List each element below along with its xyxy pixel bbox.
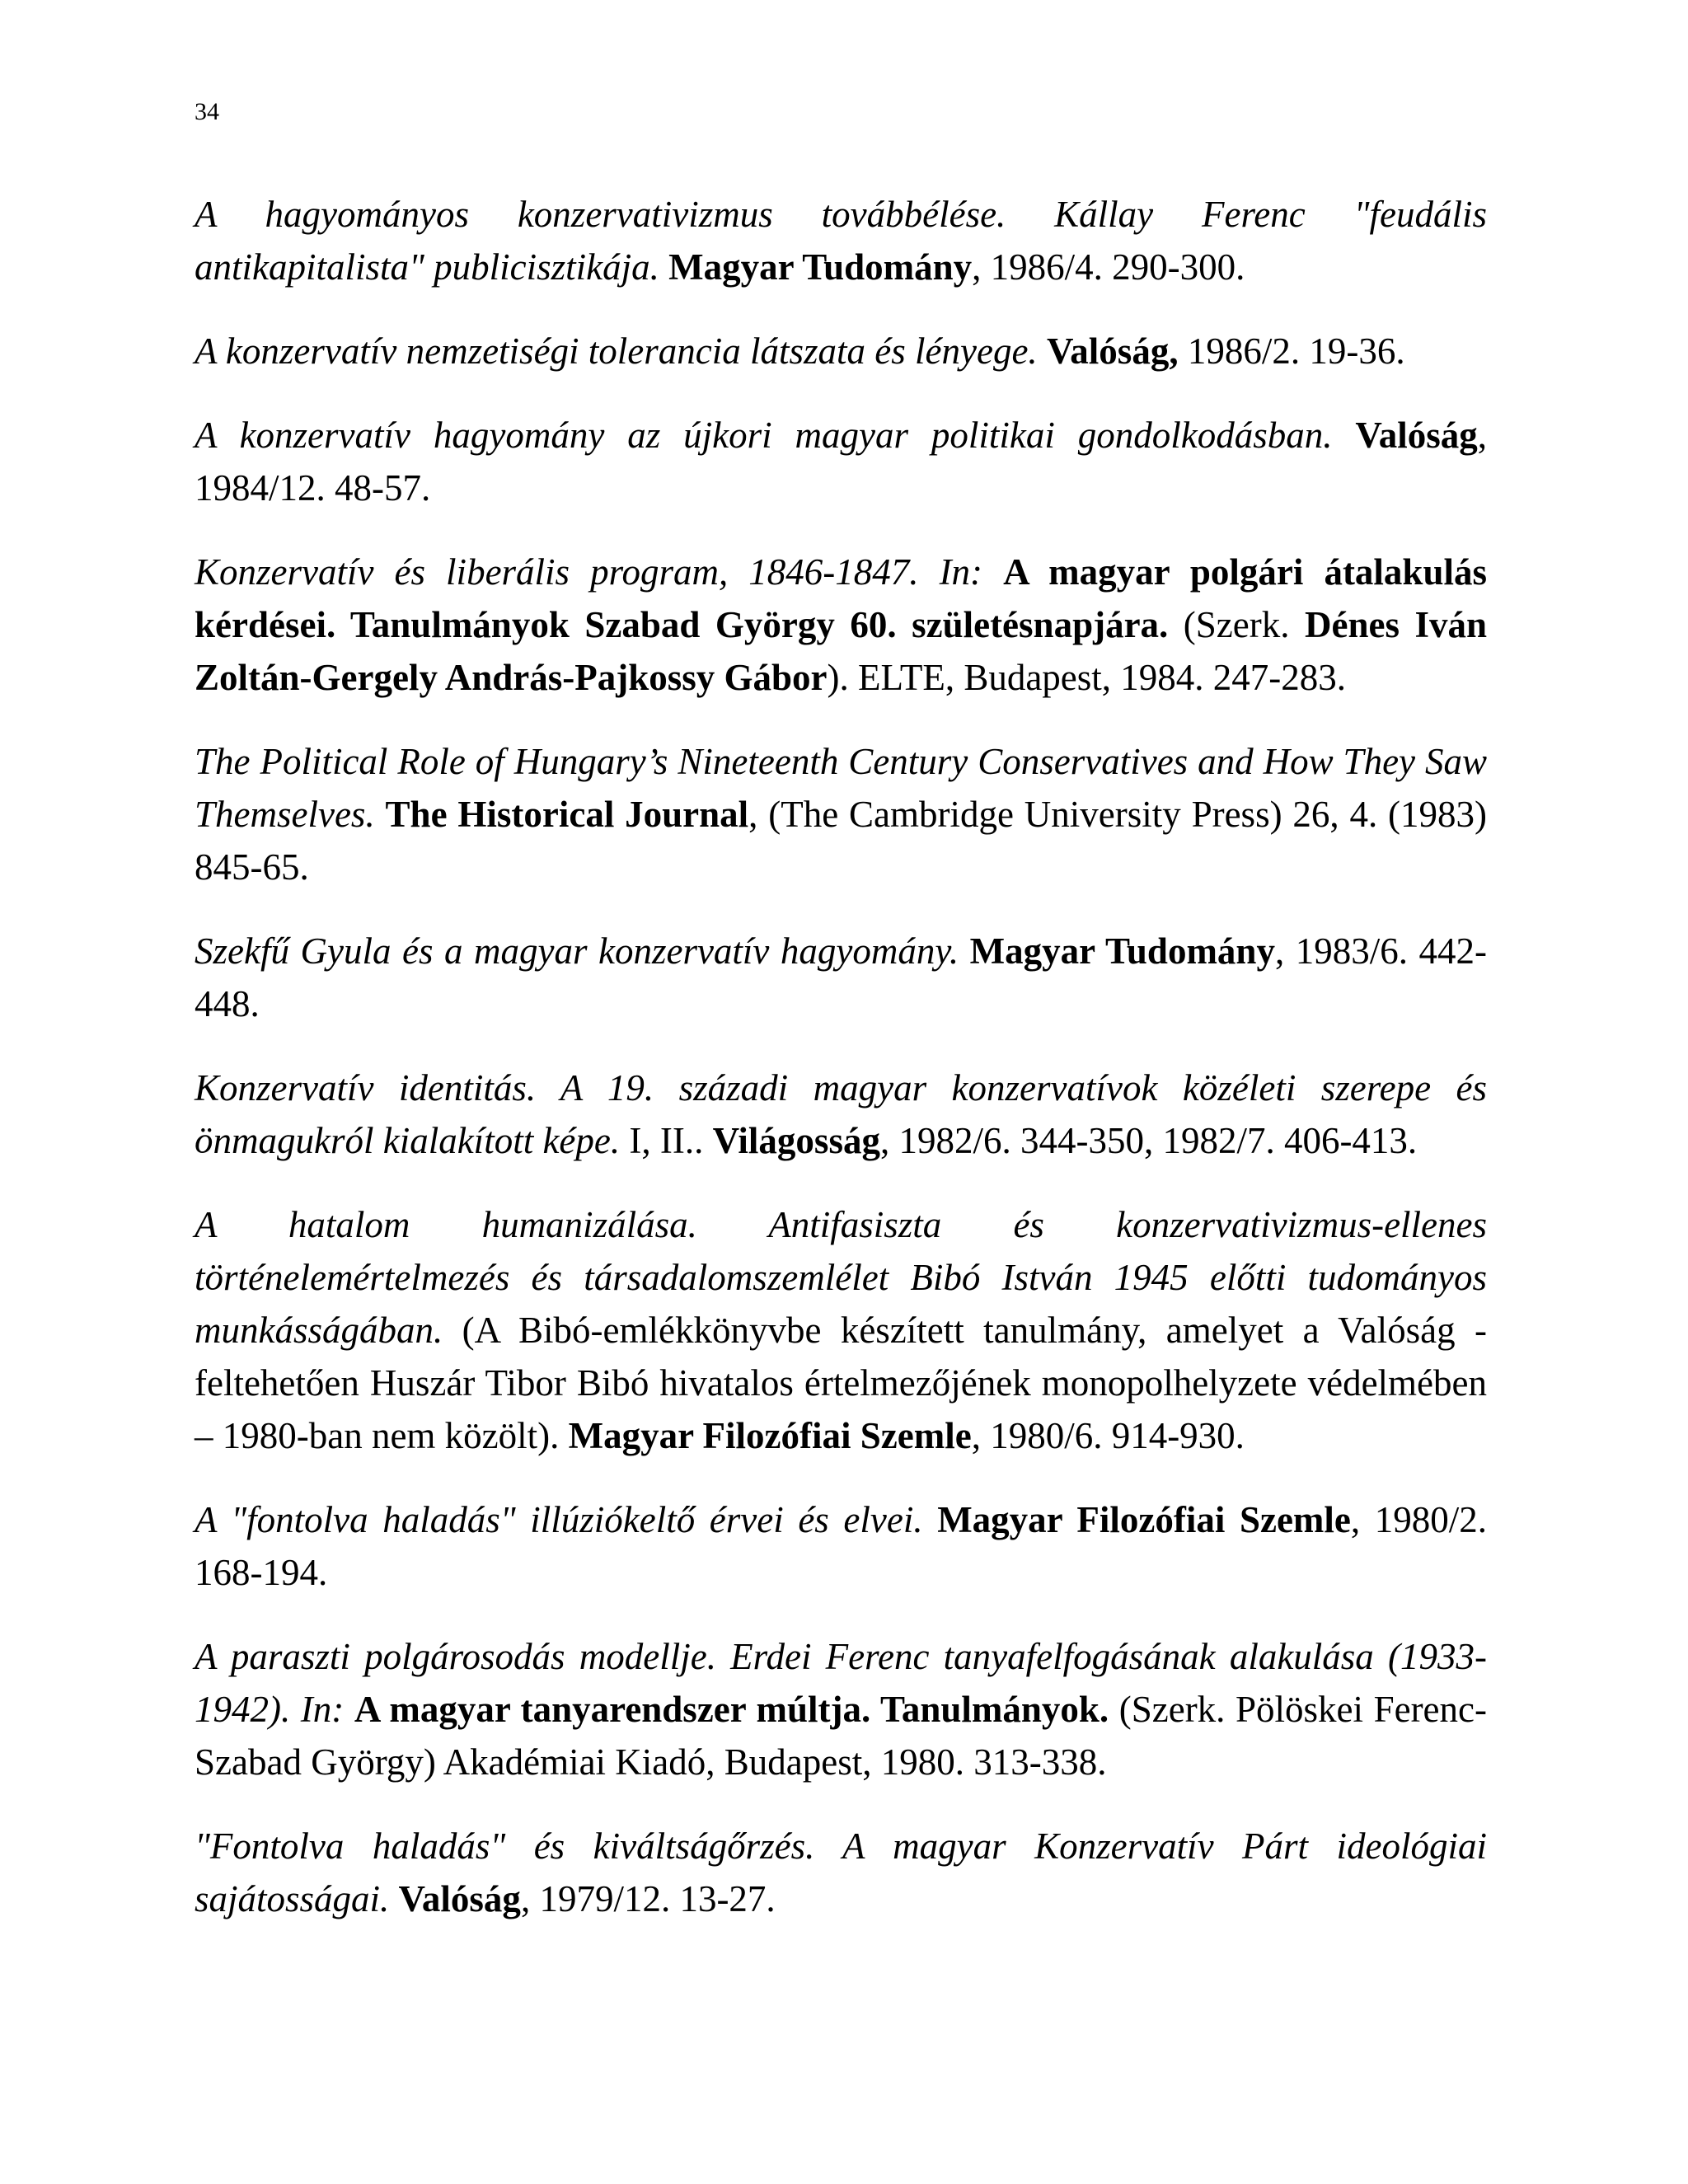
- entry-details: (Szerk. Pölöskei Ferenc-Szabad György) Akadémiai Kiadó, Budapest, 1980. 313-338.: [195, 1689, 1487, 1783]
- entry-details: , 1980/6. 914-930.: [971, 1415, 1245, 1456]
- entry-title: A paraszti polgárosodás modellje. Erdei Ferenc tanyafelfogásának alakulása (1933-1942). In:: [195, 1636, 1487, 1730]
- entry-editors-prefix: (Szerk.: [1168, 604, 1305, 645]
- entry-editors: Dénes Iván Zoltán-Gergely András-Pajkossy Gábor: [195, 604, 1487, 698]
- entry-journal: Valóság: [1355, 415, 1478, 456]
- entry-title: Konzervatív és liberális program, 1846-1847. In:: [195, 551, 983, 593]
- bibliography-entry: [195, 1198, 1487, 1462]
- entry-details: , 1986/4. 290-300.: [972, 246, 1245, 288]
- bibliography-entry: [195, 925, 1487, 1030]
- entry-details: , 1982/6. 344-350, 1982/7. 406-413.: [879, 1120, 1418, 1161]
- entry-journal: Valóság: [398, 1878, 521, 1919]
- bibliography-entry: [195, 735, 1487, 893]
- bibliography-entry: [195, 1493, 1487, 1599]
- bibliography-entry: [195, 1630, 1487, 1788]
- bibliography-entry: [195, 1062, 1487, 1167]
- entry-journal: Magyar Filozófiai Szemle: [568, 1415, 972, 1456]
- bibliography-entry: [195, 546, 1487, 704]
- entry-volume: I, II..: [620, 1120, 713, 1161]
- entry-title: "Fontolva haladás" és kiváltságőrzés. A magyar Konzervatív Párt ideológiai sajátosságai.: [195, 1825, 1487, 1919]
- entry-book-title: A magyar tanyarendszer múltja. Tanulmányok.: [354, 1689, 1109, 1730]
- entry-details: 1986/2. 19-36.: [1178, 330, 1405, 372]
- entry-journal: The Historical Journal: [385, 794, 749, 835]
- bibliography-entry: [195, 1820, 1487, 1925]
- entry-journal: Valóság,: [1046, 330, 1179, 372]
- bibliography-list: [195, 188, 1487, 1957]
- entry-title: Konzervatív identitás. A 19. századi magyar konzervatívok közéleti szerepe és önmagukról kialakított képe.: [195, 1067, 1487, 1161]
- entry-details: , 1980/2. 168-194.: [195, 1499, 1488, 1593]
- entry-journal: Magyar Tudomány: [668, 246, 973, 288]
- entry-title: A "fontolva haladás" illúziókeltő érvei és elvei.: [195, 1499, 923, 1540]
- entry-title: A konzervatív hagyomány az újkori magyar politikai gondolkodásban.: [195, 415, 1333, 456]
- bibliography-entry: [195, 188, 1487, 293]
- entry-details: , 1983/6. 442-448.: [195, 930, 1487, 1024]
- entry-journal: Világosság: [712, 1120, 880, 1161]
- entry-title: A hagyományos konzervativizmus továbbélése. Kállay Ferenc "feudális antikapitalista" publicisztikája.: [195, 194, 1487, 288]
- entry-book-title: A magyar polgári átalakulás kérdései. Tanulmányok Szabad György 60. születésnapjára.: [195, 551, 1487, 645]
- bibliography-entry: [195, 325, 1487, 377]
- entry-title: Szekfű Gyula és a magyar konzervatív hagyomány.: [195, 930, 959, 972]
- entry-details: , 1984/12. 48-57.: [195, 415, 1488, 509]
- entry-title: The Political Role of Hungary’s Nineteenth Century Conservatives and How They Saw Themselves.: [195, 741, 1487, 835]
- bibliography-entry: [195, 409, 1487, 514]
- entry-title: A konzervatív nemzetiségi tolerancia látszata és lényege.: [195, 330, 1038, 372]
- entry-note: (A Bibó-emlékkönyvbe készített tanulmány, amelyet a Valóság - feltehetően Huszár Tibor Bibó hivatalos értelmezőjének monopolhelyzete védelmében – 1980-ban nem közölt).: [195, 1310, 1487, 1456]
- entry-details: ). ELTE, Budapest, 1984. 247-283.: [827, 657, 1347, 698]
- entry-journal: Magyar Tudomány: [969, 930, 1275, 972]
- entry-journal: Magyar Filozófiai Szemle: [937, 1499, 1351, 1540]
- entry-title: A hatalom humanizálása. Antifasiszta és konzervativizmus-ellenes történelemértelmezés és társadalomszemlélet Bibó István 1945 előtti tudományos munkásságában.: [195, 1204, 1487, 1351]
- entry-details: , 1979/12. 13-27.: [520, 1878, 776, 1919]
- page-number: 34: [195, 98, 219, 125]
- entry-details: , (The Cambridge University Press) 26, 4. (1983) 845-65.: [195, 794, 1488, 888]
